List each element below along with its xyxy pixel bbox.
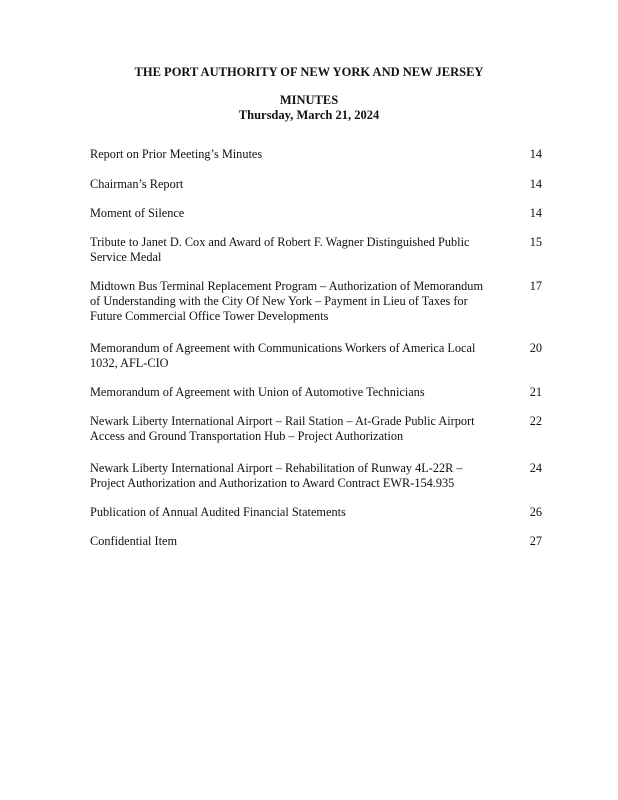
- toc-entry: [90, 385, 542, 400]
- toc-entry: [90, 414, 542, 444]
- toc-entry-text: Midtown Bus Terminal Replacement Program – Authorization of Memorandum of Understanding with the City Of New York – Payment in Lieu of Taxes for Future Commercial Office Tower Developments: [90, 279, 484, 323]
- toc-entry: [90, 147, 542, 162]
- toc-entry-text: Moment of Silence: [90, 206, 185, 220]
- toc-entry-text: Chairman’s Report: [90, 177, 184, 191]
- toc-entry: [90, 279, 542, 324]
- toc-entry-text: Memorandum of Agreement with Union of Automotive Technicians: [90, 385, 425, 399]
- toc-entry-text: Publication of Annual Audited Financial Statements: [90, 505, 346, 519]
- document-title: MINUTES: [279, 93, 339, 107]
- toc-entry-text: Report on Prior Meeting’s Minutes: [90, 147, 263, 161]
- toc-entry-text: Confidential Item: [90, 534, 178, 548]
- toc-entry: [90, 177, 542, 192]
- toc-entry-page: 27: [529, 534, 542, 548]
- toc-entry-text: Newark Liberty International Airport – Rail Station – At-Grade Public Airport Access and Ground Transportation Hub – Project Authorization: [90, 414, 475, 443]
- toc-entry-page: 14: [529, 177, 542, 191]
- toc-entry: [90, 505, 542, 520]
- toc-entry: [90, 341, 542, 371]
- organization-title: THE PORT AUTHORITY OF NEW YORK AND NEW JERSEY: [134, 65, 484, 79]
- toc-entry-page: 15: [529, 235, 542, 249]
- toc-entry-page: 22: [529, 414, 542, 428]
- toc-entry-page: 20: [529, 341, 542, 355]
- toc-entry-page: 24: [529, 461, 542, 475]
- toc-entry-page: 14: [529, 206, 542, 220]
- toc-entry-text: Tribute to Janet D. Cox and Award of Robert F. Wagner Distinguished Public Service Medal: [90, 235, 470, 264]
- toc-entry-page: 21: [529, 385, 542, 399]
- toc-entry-text: Memorandum of Agreement with Communications Workers of America Local 1032, AFL-CIO: [90, 341, 476, 370]
- toc-entry: [90, 235, 542, 265]
- table-of-contents: [90, 147, 542, 549]
- toc-entry: [90, 534, 542, 549]
- meeting-date: Thursday, March 21, 2024: [238, 108, 380, 122]
- toc-entry-page: 17: [529, 279, 542, 293]
- toc-entry-page: 26: [529, 505, 542, 519]
- toc-entry-text: Newark Liberty International Airport – Rehabilitation of Runway 4L-22R – Project Authorization and Authorization to Award Contract EWR-154.935: [90, 461, 463, 490]
- toc-entry: [90, 206, 542, 221]
- toc-entry: [90, 461, 542, 491]
- toc-entry-page: 14: [529, 147, 542, 161]
